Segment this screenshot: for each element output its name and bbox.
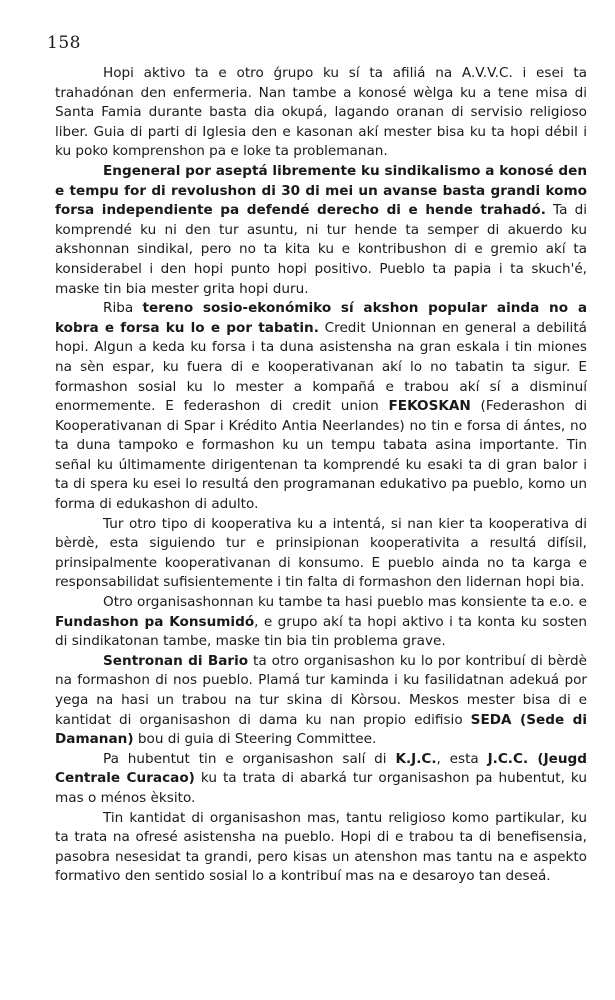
paragraph [55, 809, 587, 887]
text-run: ku ta trata di abarká tur organisashon pa hubentut, ku mas o ménos èksito. [55, 770, 587, 806]
paragraph [55, 64, 587, 162]
paragraph [55, 593, 587, 652]
bold-text-run: tereno sosio-ekonómiko sí akshon popular ainda no a kobra e forsa ku lo e por tabatin. [55, 300, 587, 336]
text-run: ta otro organisashon ku lo por kontribuí di bèrdè na formashon di nos pueblo. Plamá tur kaminda i ku fasilidatnan adekuá por yega na hasi un trabou na tur skina di Kòrsou. Meskos mester bisa di e kantidat di organisashon di dama ku nan propio edifisio [55, 652, 587, 728]
text-run: , e grupo akí ta hopi aktivo i ta konta ku sosten di sindikatonan tambe, maske tin bia tin problema grave. [55, 613, 588, 650]
paragraph [55, 750, 587, 809]
text-run: (Federashon di Kooperativanan di Spar i Krédito Antia Neerlandes) no tin e forsa di ántes, no ta duna tampoko e formashon ku un tempu tabata asina importante. Tin señal ku últimamente dirigentenan ta komprendé ku esaki ta di gran balor i ta di spera ku esei lo resultá den programanan edukativo pa pueblo, komo un forma di edukashon di adulto. [55, 398, 587, 513]
text-run: Credit Unionnan en general a debilitá hopi. Algun a keda ku forsa i ta duna asistensha na gran eskala i tin miones na sèn espar, ku fuera di e kooperativanan akí lo no tabatin ta sigur. E formashon sosial ku lo mester a kompañá e trabou akí sí a disminuí enormemente. E federashon di credit union [55, 319, 587, 415]
paragraph [55, 652, 587, 750]
bold-text-run: Fundashon pa Konsumidó [55, 613, 255, 630]
text-run: Pa hubentut tin e organisashon salí di [103, 750, 396, 767]
paragraph [55, 162, 587, 299]
text-run: Tur otro tipo di kooperativa ku a intentá, si nan kier ta kooperativa di bèrdè, esta siguiendo tur e prinsipionan kooperativita a resultá difísil, prinsipalmente kooperativanan di konsumo. E pueblo ainda no ta karga e responsabilidat sufisientemente i tin falta di formashon den lidernan hopi bia. [55, 515, 587, 591]
bold-text-run: Engeneral por aseptá libremente ku sindikalismo a konosé den e tempu for di revolushon di 30 di mei un avanse basta grandi komo forsa independiente pa defendé derecho di e hende trahadó. [55, 162, 587, 219]
text-run: Otro organisashonnan ku tambe ta hasi pueblo mas konsiente ta e.o. e [103, 594, 587, 611]
document-body [55, 64, 587, 887]
bold-text-run: Sentronan di Bario [103, 652, 249, 669]
bold-text-run: SEDA (Sede di Damanan) [55, 711, 587, 748]
bold-text-run: K.J.C. [395, 750, 437, 767]
text-run: Ta di komprendé ku ni den tur asuntu, ni tur hende ta semper di akuerdo ku akshonnan sindikal, pero no ta kita ku e kontribushon di e gremio akí ta konsiderabel i den hopi punto hopi positivo. Pueblo ta papia i ta skuch'é, maske tin bia mester grita hopi duru. [55, 202, 587, 297]
bold-text-run: J.C.C. (Jeugd Centrale Curacao) [55, 750, 587, 787]
bold-text-run: FEKOSKAN [388, 398, 471, 415]
paragraph [55, 515, 587, 593]
text-run: bou di guia di Steering Committee. [133, 731, 377, 748]
text-run: Tin kantidat di organisashon mas, tantu religioso komo partikular, ku ta trata na ofresé asistensha na pueblo. Hopi di e trabou ta di benefisensia, pasobra nesesidat ta grandi, pero kisas un atenshon mas tantu na e aspekto formativo den sentido sosial lo a kontribuí mas na e desaroyo tan deseá. [55, 809, 587, 885]
paragraph [55, 299, 587, 515]
text-run: , esta [436, 750, 488, 767]
text-run: Hopi aktivo ta e otro ǵrupo ku sí ta afiliá na A.V.V.C. i esei ta trahadónan den enfermeria. Nan tambe a konosé wèlga ku a tene misa di Santa Famia durante basta dia okupá, lagando oranan di servisio religioso liber. Guia di parti di Iglesia den e kasonan akí mester bisa ku ta hopi débil i ku poko komprenshon pa e loke ta problemanan. [55, 65, 587, 160]
page-number: 158 [47, 33, 81, 53]
text-run: Riba [103, 300, 143, 317]
